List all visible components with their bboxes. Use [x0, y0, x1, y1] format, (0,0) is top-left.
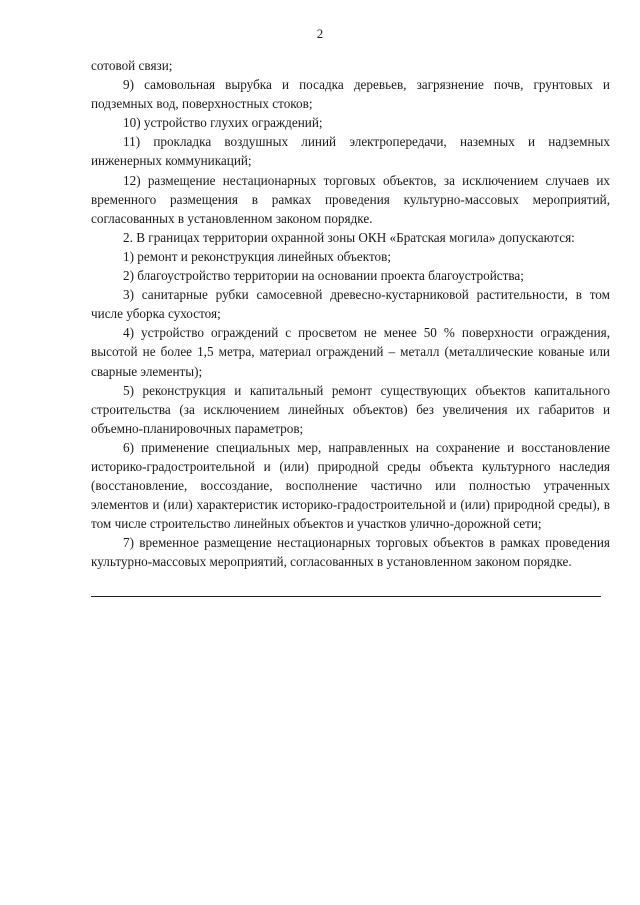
paragraph-item-10: 10) устройство глухих ограждений;: [123, 115, 323, 131]
paragraph-allowed-5: 5) реконструкция и капитальный ремонт существующих объектов капитального строительства (за исключением линейных объектов) без увеличения их габаритов и объемно-планировочных параметров;: [91, 382, 610, 436]
paragraph-item-9: 9) самовольная вырубка и посадка деревьев, загрязнение почв, грунтовых и подземных вод, поверхностных стоков;: [91, 77, 610, 112]
paragraph-item-12: 12) размещение нестационарных торговых объектов, за исключением случаев их временного размещения в рамках проведения культурно-массовых мероприятий, согласованных в установленном законом порядке.: [91, 172, 610, 226]
paragraph-allowed-6: 6) применение специальных мер, направленных на сохранение и восстановление историко-градостроительной и (или) природной среды объекта культурного наследия (восстановление, воссоздание, восполнение частично или полностью утраченных элементов и (или) характеристик историко-градостроительной и (или) природной среды), в том числе строительство линейных объектов и участков улично-дорожной сети;: [91, 439, 610, 532]
paragraph-allowed-1: 1) ремонт и реконструкция линейных объектов;: [123, 248, 392, 264]
paragraph-allowed-3: 3) санитарные рубки самосевной древесно-кустарниковой растительности, в том числе уборка сухостоя;: [91, 287, 610, 322]
paragraph-allowed-4: 4) устройство ограждений с просветом не менее 50 % поверхности ограждения, высотой не более 1,5 метра, материал ограждений – металл (металлические кованые или сварные элементы);: [91, 325, 610, 379]
paragraph-allowed-7: 7) временное размещение нестационарных торговых объектов в рамках проведения культурно-массовых мероприятий, согласованных в установленном законом порядке.: [91, 535, 610, 570]
paragraph-section-2: 2. В границах территории охранной зоны ОКН «Братская могила» допускаются:: [123, 229, 575, 245]
paragraph-item-11: 11) прокладка воздушных линий электропередачи, наземных и надземных инженерных коммуникаций;: [91, 134, 610, 169]
page-number: 2: [316, 26, 324, 41]
document-body: [91, 56, 610, 572]
paragraph-continuation: сотовой связи;: [91, 58, 173, 73]
paragraph-allowed-2: 2) благоустройство территории на основании проекта благоустройства;: [123, 268, 524, 284]
end-divider-line: [91, 596, 601, 597]
